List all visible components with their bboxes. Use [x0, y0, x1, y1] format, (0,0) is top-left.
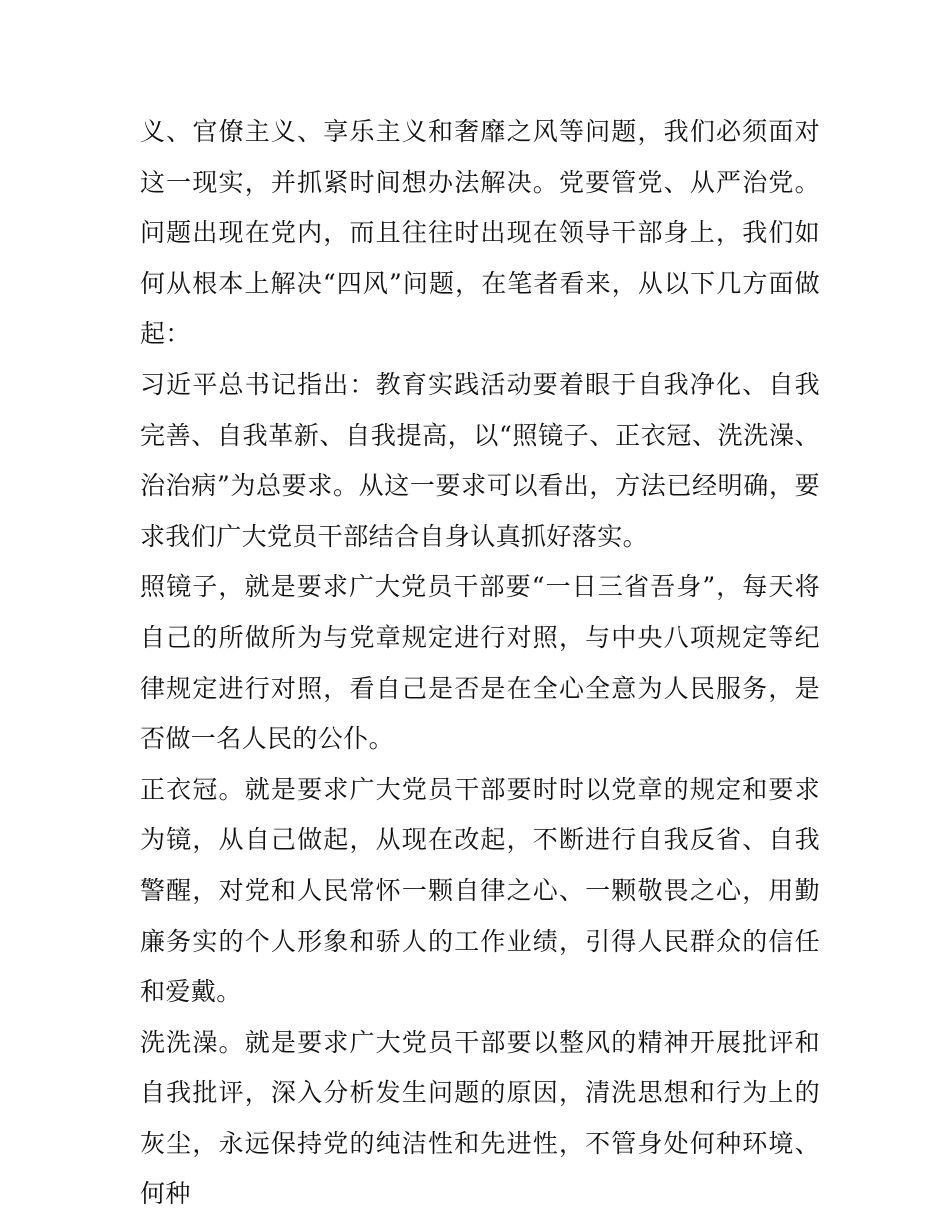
- paragraph-xi-instruction: 习近平总书记指出：教育实践活动要着眼于自我净化、自我完善、自我革新、自我提高，以“照镜子、正衣冠、洗洗澡、治治病”为总要求。从这一要求可以看出，方法已经明确，要求我们广大党员干部结合自身认真抓好落实。: [140, 369, 820, 551]
- paragraph-bath: 洗洗澡。就是要求广大党员干部要以整风的精神开展批评和自我批评，深入分析发生问题的原因，清洗思想和行为上的灰尘，永远保持党的纯洁性和先进性，不管身处何种环境、何种: [140, 1027, 820, 1209]
- paragraph-dress: 正衣冠。就是要求广大党员干部要时时以党章的规定和要求为镜，从自己做起，从现在改起，不断进行自我反省、自我警醒，对党和人民常怀一颗自律之心、一颗敬畏之心，用勤廉务实的个人形象和骄人的工作业绩，引得人民群众的信任和爱戴。: [140, 774, 820, 1007]
- paragraph-intro-continuation: 义、官僚主义、享乐主义和奢靡之风等问题，我们必须面对这一现实，并抓紧时间想办法解决。党要管党、从严治党。问题出现在党内，而且往往时出现在领导干部身上，我们如何从根本上解决“四风”问题，在笔者看来，从以下几方面做起：: [140, 117, 820, 349]
- body-text: [140, 107, 820, 1220]
- paragraph-mirror: 照镜子，就是要求广大党员干部要“一日三省吾身”，每天将自己的所做所为与党章规定进行对照，与中央八项规定等纪律规定进行对照，看自己是否是在全心全意为人民服务，是否做一名人民的公仆。: [140, 572, 820, 754]
